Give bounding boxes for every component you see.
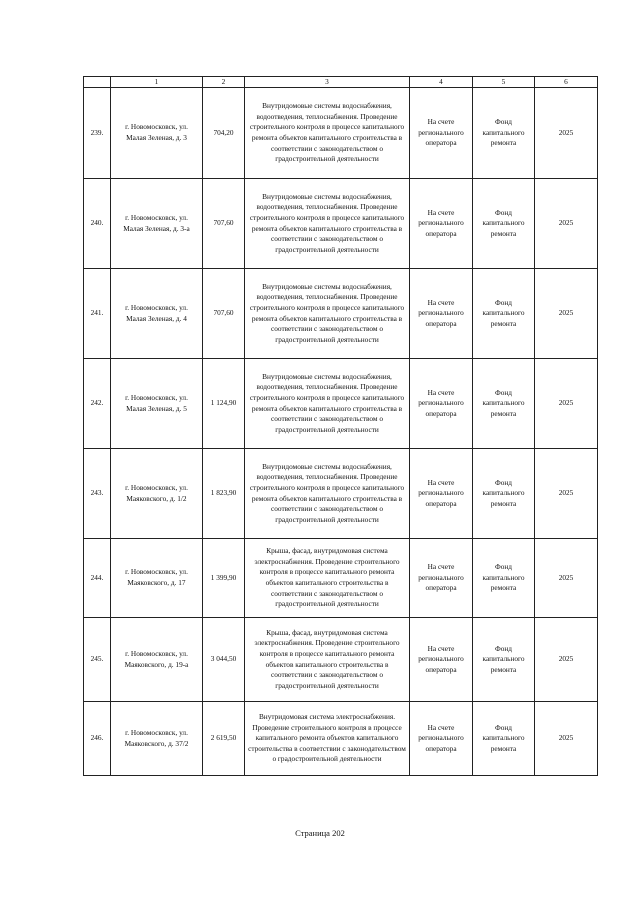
row-fund: Фонд капитального ремонта (473, 539, 535, 618)
row-year: 2025 (535, 359, 598, 449)
row-address: г. Новомосковск, ул. Малая Зеленая, д. 4 (111, 269, 203, 359)
table-row (84, 179, 598, 269)
table-row (84, 88, 598, 179)
row-account: На счете регионального оператора (410, 269, 473, 359)
header-cell-5: 5 (473, 77, 535, 88)
table-row (84, 539, 598, 618)
header-cell-num (84, 77, 111, 88)
header-cell-4: 4 (410, 77, 473, 88)
table-row (84, 618, 598, 702)
row-number: 246. (84, 702, 111, 776)
row-area: 2 619,50 (203, 702, 245, 776)
header-row (84, 77, 598, 88)
row-number: 240. (84, 179, 111, 269)
header-cell-2: 2 (203, 77, 245, 88)
row-works: Внутридомовая система электроснабжения. Проведение строительного контроля в процессе капитального ремонта объектов капитального строительства в соответствии с законодательством о градостроительной деятельности (245, 702, 410, 776)
page-number: Страница 202 (295, 828, 345, 838)
row-address: г. Новомосковск, ул. Маяковского, д. 17 (111, 539, 203, 618)
row-area: 1 823,90 (203, 449, 245, 539)
row-year: 2025 (535, 539, 598, 618)
row-account: На счете регионального оператора (410, 618, 473, 702)
row-works: Внутридомовые системы водоснабжения, водоотведения, теплоснабжения. Проведение строительного контроля в процессе капитального ремонта объектов капитального строительства в соответствии с законодательством о градостроительной деятельности (245, 359, 410, 449)
row-address: г. Новомосковск, ул. Малая Зеленая, д. 5 (111, 359, 203, 449)
row-works: Внутридомовые системы водоснабжения, водоотведения, теплоснабжения. Проведение строительного контроля в процессе капитального ремонта объектов капитального строительства в соответствии с законодательством о градостроительной деятельности (245, 269, 410, 359)
row-year: 2025 (535, 618, 598, 702)
row-fund: Фонд капитального ремонта (473, 179, 535, 269)
row-area: 1 399,90 (203, 539, 245, 618)
row-number: 243. (84, 449, 111, 539)
table-row (84, 449, 598, 539)
row-area: 707,60 (203, 179, 245, 269)
row-number: 242. (84, 359, 111, 449)
row-fund: Фонд капитального ремонта (473, 359, 535, 449)
capital-repair-table (83, 76, 598, 776)
row-works: Крыша, фасад, внутридомовая система электроснабжения. Проведение строительного контроля в процессе капитального ремонта объектов капитального строительства в соответствии с законодательством о градостроительной деятельности (245, 618, 410, 702)
row-year: 2025 (535, 269, 598, 359)
table-row (84, 359, 598, 449)
row-area: 1 124,90 (203, 359, 245, 449)
header-cell-1: 1 (111, 77, 203, 88)
row-works: Внутридомовые системы водоснабжения, водоотведения, теплоснабжения. Проведение строительного контроля в процессе капитального ремонта объектов капитального строительства в соответствии с законодательством о градостроительной деятельности (245, 88, 410, 179)
row-area: 704,20 (203, 88, 245, 179)
row-account: На счете регионального оператора (410, 88, 473, 179)
row-address: г. Новомосковск, ул. Маяковского, д. 1/2 (111, 449, 203, 539)
row-fund: Фонд капитального ремонта (473, 449, 535, 539)
row-address: г. Новомосковск, ул. Маяковского, д. 19-а (111, 618, 203, 702)
row-fund: Фонд капитального ремонта (473, 702, 535, 776)
row-account: На счете регионального оператора (410, 539, 473, 618)
row-fund: Фонд капитального ремонта (473, 269, 535, 359)
row-account: На счете регионального оператора (410, 179, 473, 269)
row-address: г. Новомосковск, ул. Малая Зеленая, д. 3-а (111, 179, 203, 269)
row-works: Крыша, фасад, внутридомовая система электроснабжения. Проведение строительного контроля в процессе капитального ремонта объектов капитального строительства в соответствии с законодательством о градостроительной деятельности (245, 539, 410, 618)
row-year: 2025 (535, 449, 598, 539)
row-works: Внутридомовые системы водоснабжения, водоотведения, теплоснабжения. Проведение строительного контроля в процессе капитального ремонта объектов капитального строительства в соответствии с законодательством о градостроительной деятельности (245, 449, 410, 539)
row-area: 3 044,50 (203, 618, 245, 702)
row-address: г. Новомосковск, ул. Маяковского, д. 37/2 (111, 702, 203, 776)
row-year: 2025 (535, 179, 598, 269)
row-number: 241. (84, 269, 111, 359)
row-account: На счете регионального оператора (410, 702, 473, 776)
row-works: Внутридомовые системы водоснабжения, водоотведения, теплоснабжения. Проведение строительного контроля в процессе капитального ремонта объектов капитального строительства в соответствии с законодательством о градостроительной деятельности (245, 179, 410, 269)
row-area: 707,60 (203, 269, 245, 359)
row-fund: Фонд капитального ремонта (473, 88, 535, 179)
header-cell-3: 3 (245, 77, 410, 88)
table-row (84, 269, 598, 359)
row-account: На счете регионального оператора (410, 449, 473, 539)
row-fund: Фонд капитального ремонта (473, 618, 535, 702)
row-number: 245. (84, 618, 111, 702)
row-number: 239. (84, 88, 111, 179)
row-year: 2025 (535, 702, 598, 776)
header-cell-6: 6 (535, 77, 598, 88)
row-number: 244. (84, 539, 111, 618)
table-row (84, 702, 598, 776)
row-address: г. Новомосковск, ул. Малая Зеленая, д. 3 (111, 88, 203, 179)
row-year: 2025 (535, 88, 598, 179)
row-account: На счете регионального оператора (410, 359, 473, 449)
